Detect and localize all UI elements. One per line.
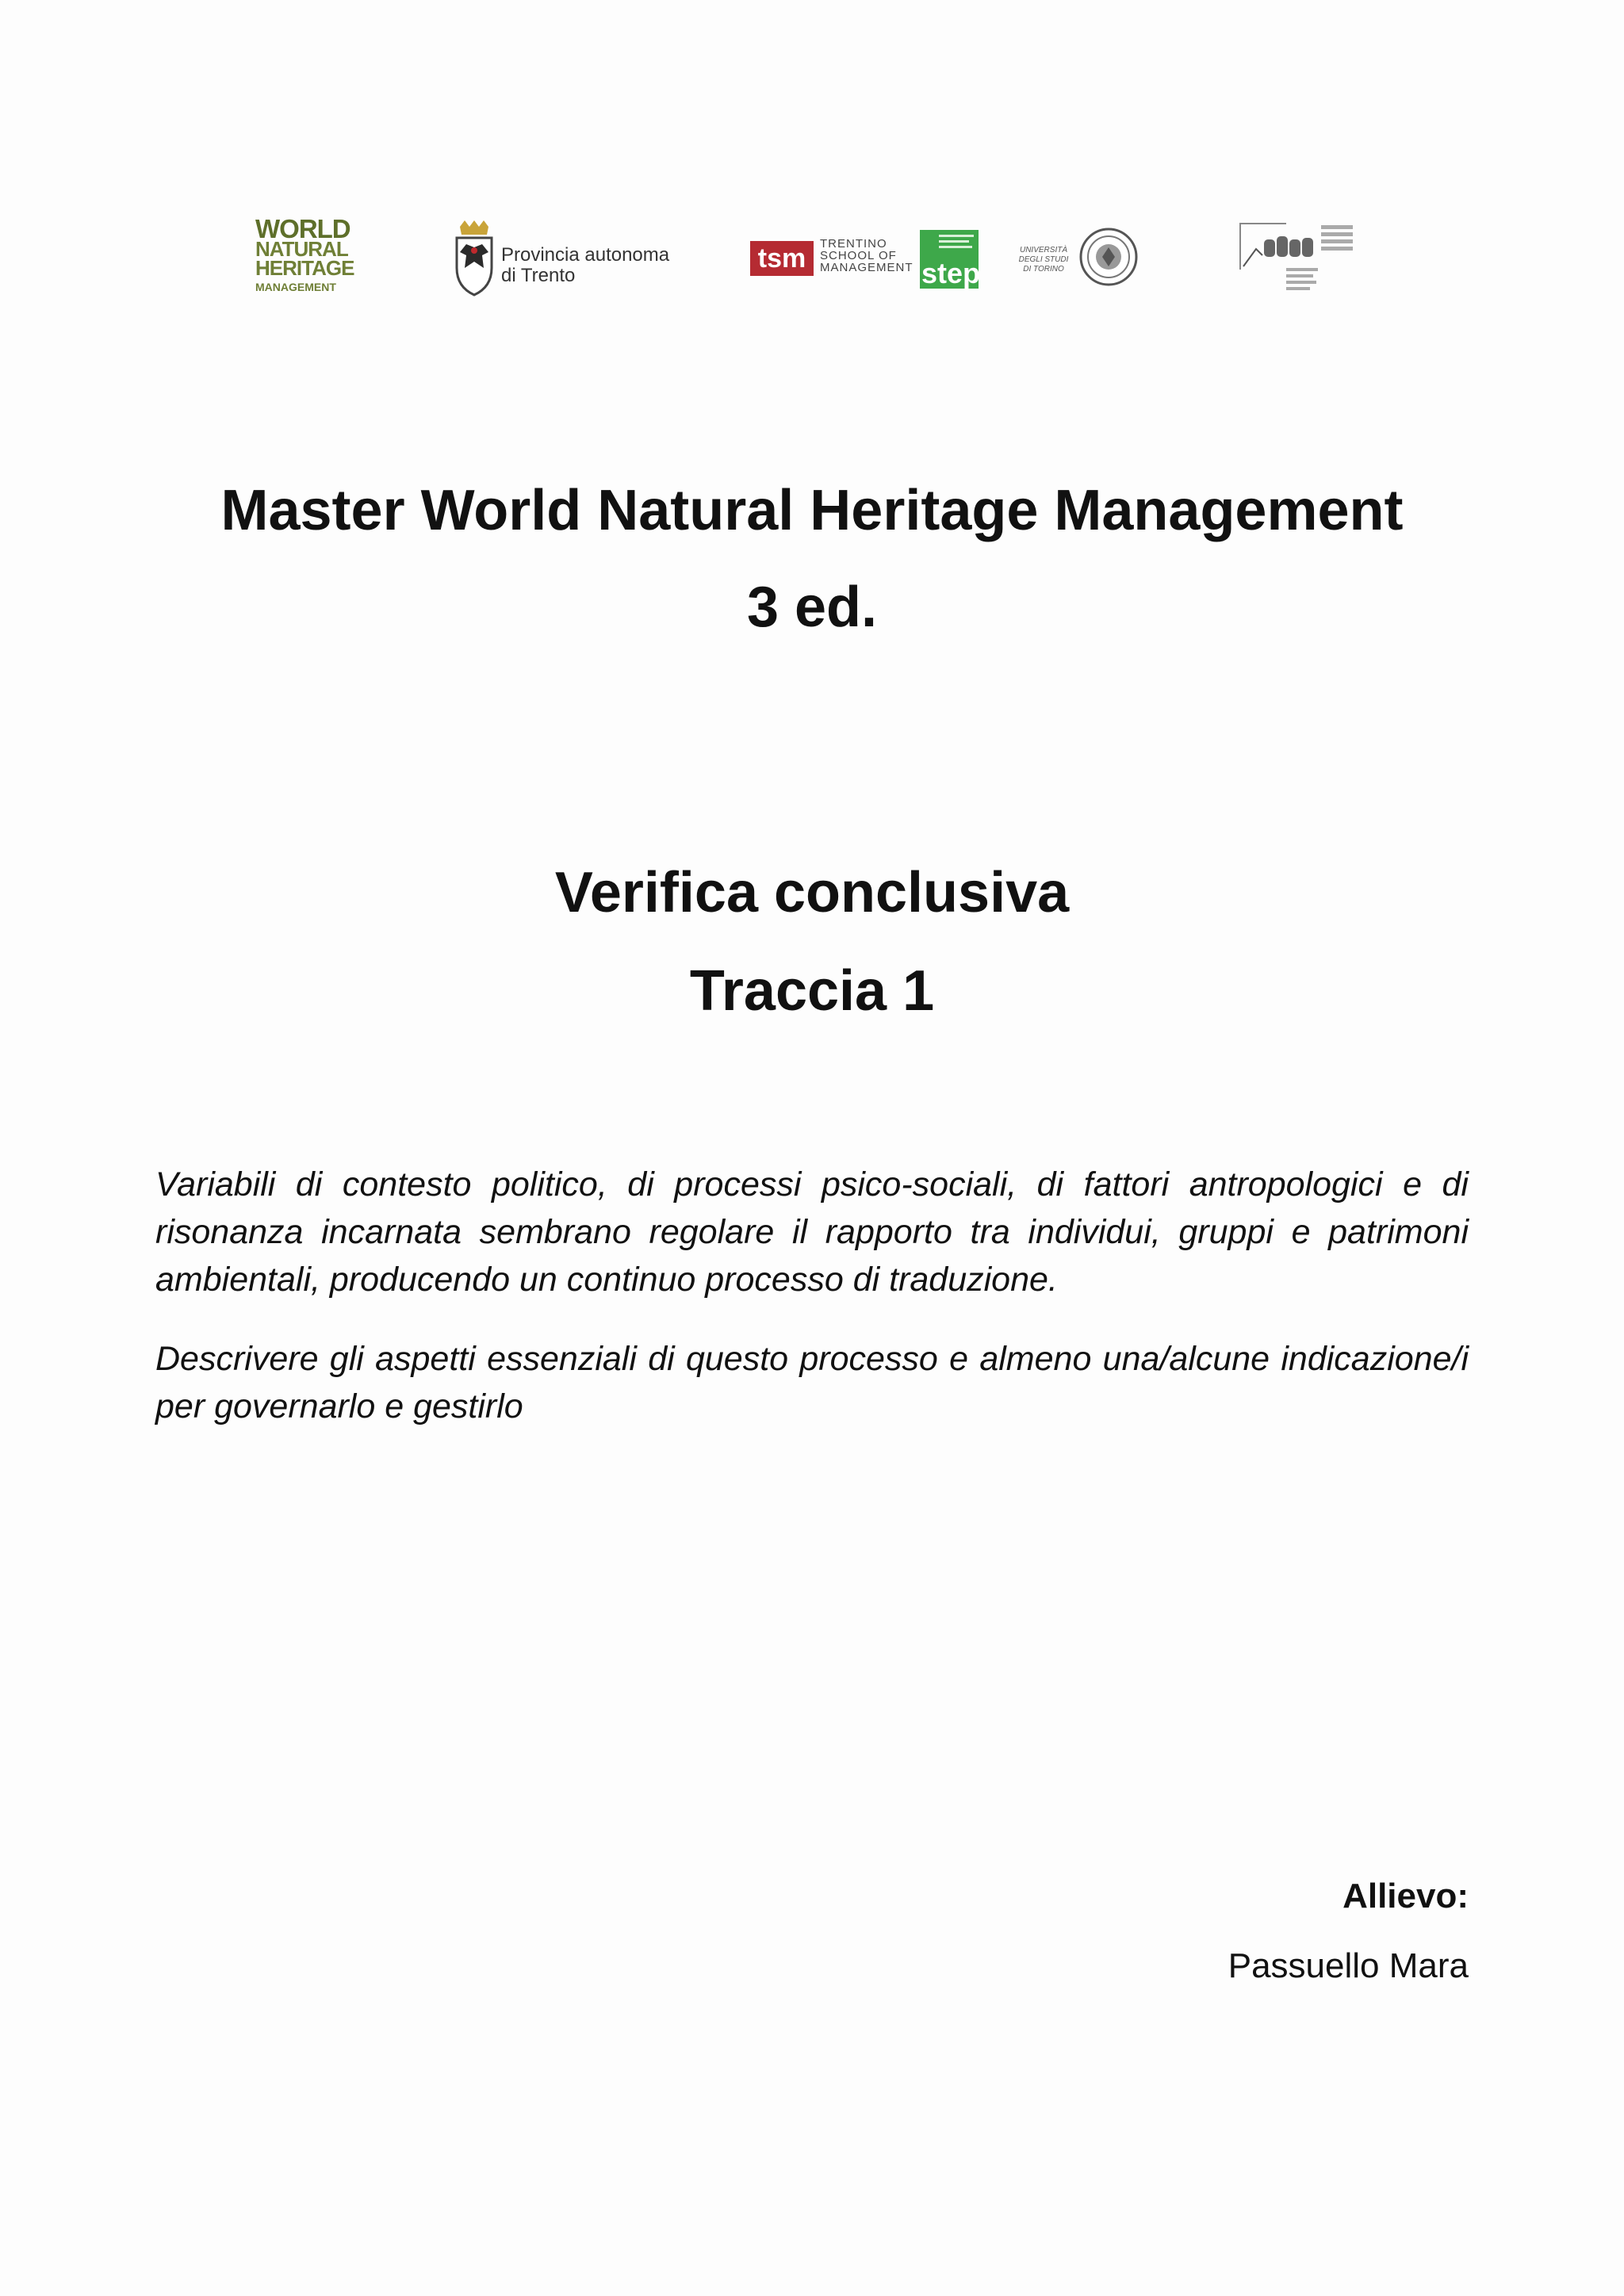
- partner-logo-icon: [1239, 222, 1373, 301]
- wnhm-logo-line3: HERITAGE: [255, 256, 354, 280]
- provincia-logo-line2: di Trento: [501, 265, 576, 286]
- unito-logo-line2: DEGLI STUDI: [1018, 255, 1069, 264]
- exam-heading: Verifica conclusiva: [554, 861, 1070, 924]
- tsm-logo: [750, 235, 914, 282]
- wnhm-logo-line4: MANAGEMENT: [255, 281, 336, 293]
- prompt-paragraph-1: Variabili di contesto politico, di processi psico-sociali, di fattori antropologici e di risonanza incarnata sembrano regolare il rapporto tra individui, gruppi e patrimoni ambientali, producendo un continuo processo di traduzione.: [155, 1165, 1469, 1299]
- prompt-paragraph-2: Descrivere gli aspetti essenziali di questo processo e almeno una/alcune indicazione/i per governarlo e gestirlo: [155, 1340, 1469, 1425]
- tsm-logo-line2: SCHOOL OF: [820, 249, 897, 262]
- wnhm-logo-line2: NATURAL: [255, 237, 348, 261]
- student-name: Passuello Mara: [1228, 1946, 1469, 1985]
- provincia-trento-logo: [450, 220, 670, 300]
- wnhm-logo-line1: WORLD: [255, 214, 350, 243]
- tsm-logo-line3: MANAGEMENT: [820, 261, 914, 274]
- document-title: Master World Natural Heritage Management: [220, 479, 1404, 542]
- unito-logo: [1010, 227, 1137, 290]
- provincia-logo-line1: Provincia autonoma: [501, 244, 670, 266]
- tsm-logo-abbr: tsm: [750, 241, 814, 276]
- logo-bar: [0, 0, 1624, 333]
- student-label: Allievo:: [1342, 1877, 1469, 1915]
- tsm-logo-text: [820, 238, 914, 274]
- document-edition: 3 ed.: [746, 576, 878, 639]
- step-logo-label: step: [921, 257, 981, 289]
- eagle-crest-icon: [450, 220, 498, 297]
- tsm-logo-line1: TRENTINO: [820, 237, 887, 251]
- unito-logo-text: [1010, 246, 1077, 274]
- step-logo: [920, 230, 979, 289]
- step-fine-print-icon: [939, 233, 974, 254]
- wnhm-logo: [255, 214, 354, 304]
- university-seal-icon: [1078, 227, 1139, 287]
- unito-logo-line1: UNIVERSITÀ: [1019, 246, 1067, 254]
- exam-track: Traccia 1: [689, 959, 935, 1023]
- unito-logo-line3: DI TORINO: [1023, 265, 1064, 274]
